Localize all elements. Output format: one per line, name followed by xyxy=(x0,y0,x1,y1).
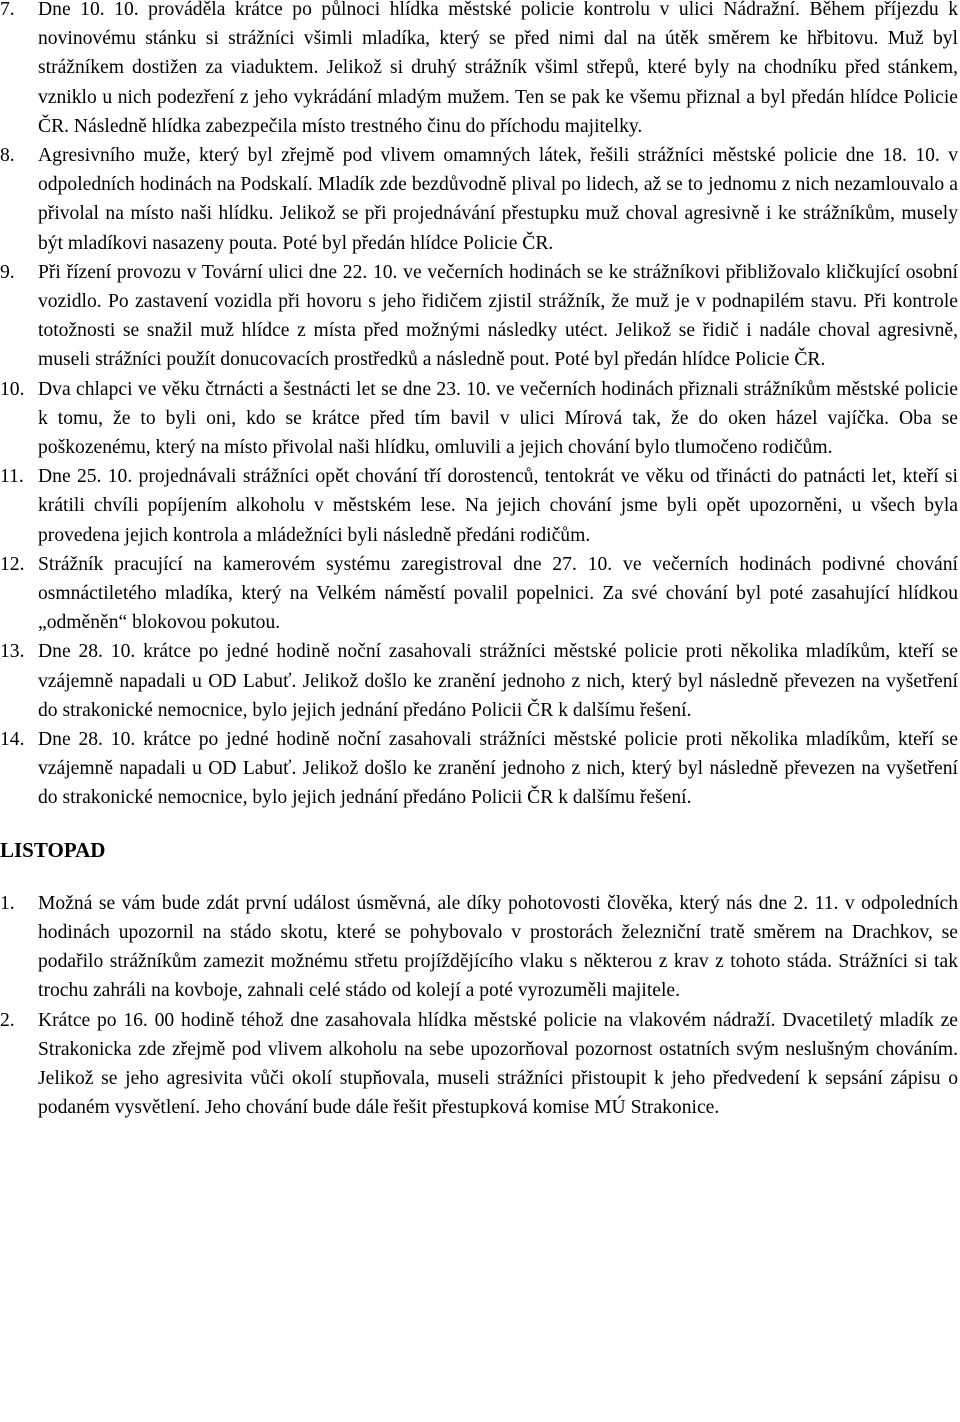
item-text: Dne 28. 10. krátce po jedné hodině noční zasahovali strážníci městské policie proti několika mladíkům, kteří se vzájemně napadali u OD Labuť. Jelikož došlo ke zranění jednoho z nich, který byl následně převezen na vyšetření do strakonické nemocnice, bylo jejich jednání předáno Policii ČR k dalšímu řešení. xyxy=(38,641,958,721)
item-number: 7. xyxy=(0,0,15,20)
section-heading-november: LISTOPAD xyxy=(0,837,106,862)
item-number: 14. xyxy=(0,729,25,751)
item-text: Dne 25. 10. projednávali strážníci opět chování tří dorostenců, tentokrát ve věku od třinácti do patnácti let, kteří si krátili chvíli popíjením alkoholu v městském lese. Na jejich chování jsme byli opět upozorněni, u všech byla provedena jejich kontrola a mládežníci byli následně předáni rodičům. xyxy=(38,466,958,546)
item-number: 9. xyxy=(0,261,15,283)
item-text: Agresivního muže, který byl zřejmě pod vlivem omamných látek, řešili strážníci městské policie dne 18. 10. v odpoledních hodinách na Podskalí. Mladík zde bezdůvodně plival po lidech, až se to jednomu z nich nezamlouvalo a přivolal na místo naši hlídku. Jelikož se při projednávání přestupku muž choval agresivně i ke strážníkům, musely být mladíkovi nasazeny pouta. Poté byl předán hlídce Policie ČR. xyxy=(38,145,958,254)
list-item xyxy=(0,550,958,638)
item-text: Při řízení provozu v Tovární ulici dne 22. 10. ve večerních hodinách se ke strážníkovi přibližovalo kličkující osobní vozidlo. Po zastavení vozidla při hovoru s jeho řidičem zjistil strážník, že muž je v podnapilém stavu. Při kontrole totožnosti se snažil muž hlídce z místa před možnými následky utéct. Jelikož se řidič i nadále choval agresivně, museli strážníci použít donucovacích prostředků a následně pout. Poté byl předán hlídce Policie ČR. xyxy=(38,261,958,371)
item-text: Strážník pracující na kamerovém systému zaregistroval dne 27. 10. ve večerních hodinách podivné chování osmnáctiletého mladíka, který na Velkém náměstí povalil popelnici. Za své chování byl poté zasahující hlídkou „odměněn“ blokovou pokutou. xyxy=(38,553,958,634)
list-item xyxy=(0,141,958,258)
item-number: 12. xyxy=(0,553,25,575)
november-incident-list xyxy=(0,889,958,1123)
item-number: 8. xyxy=(0,145,15,167)
item-text: Možná se vám bude zdát první událost úsměvná, ale díky pohotovosti člověka, který nás dne 2. 11. v odpoledních hodinách upozornil na stádo skotu, které se pohybovalo v prostorách železniční tratě směrem na Drachkov, se podařilo strážníkům zamezit možnému střetu projíždějícího vlaku s některou z krav z tohoto stáda. Strážníci si tak trochu zahráli na kovboje, zahnali celé stádo od kolejí a poté vyrozuměli majitele. xyxy=(38,892,958,1002)
item-text: Dne 10. 10. prováděla krátce po půlnoci hlídka městské policie kontrolu v ulici Nádražní. Během příjezdu k novinovému stánku si strážníci všimli mladíka, který se před nimi dal na útěk směrem ke hřbitovu. Muž byl strážníkem dostižen za viaduktem. Jelikož si druhý strážník všiml střepů, které byly na chodníku před stánkem, vzniklo u nich podezření z jeho vykrádání mladým mužem. Ten se pak ke všemu přiznal a byl předán hlídce Policie ČR. Následně hlídka zabezpečila místo trestného činu do příchodu majitelky. xyxy=(38,0,958,137)
item-number: 11. xyxy=(0,466,24,488)
list-item xyxy=(0,725,958,813)
item-number: 13. xyxy=(0,641,25,663)
item-number: 1. xyxy=(0,892,15,914)
item-text: Krátce po 16. 00 hodině téhož dne zasahovala hlídka městské policie na vlakovém nádraží. Dvacetiletý mladík ze Strakonicka zde zřejmě pod vlivem alkoholu na sebe upozorňoval pozornost ostatních svým neslušným chováním. Jelikož se jeho agresivita vůči okolí stupňovala, museli strážníci přistoupit k jeho předvedení k sepsání zápisu o podaném vysvětlení. Jeho chování bude dále řešit přestupková komise MÚ Strakonice. xyxy=(38,1009,958,1119)
item-text: Dne 28. 10. krátce po jedné hodině noční zasahovali strážníci městské policie proti několika mladíkům, kteří se vzájemně napadali u OD Labuť. Jelikož došlo ke zranění jednoho z nich, který byl následně převezen na vyšetření do strakonické nemocnice, bylo jejich jednání předáno Policii ČR k dalšímu řešení. xyxy=(38,729,958,809)
list-item xyxy=(0,637,958,725)
item-number: 2. xyxy=(0,1009,15,1031)
list-item xyxy=(0,889,958,1006)
list-item xyxy=(0,258,958,375)
list-item xyxy=(0,1006,958,1123)
list-item xyxy=(0,0,958,141)
item-text: Dva chlapci ve věku čtrnácti a šestnácti let se dne 23. 10. ve večerních hodinách přiznali strážníkům městské policie k tomu, že to byli oni, kdo se krátce před tím bavil v ulici Mírová tak, že do oken házel vajíčka. Oba se poškozenému, který na místo přivolal naši hlídku, omluvili a jejich chování bylo tlumočeno rodičům. xyxy=(38,378,958,459)
list-item xyxy=(0,462,958,550)
section-spacer xyxy=(0,865,958,889)
list-item xyxy=(0,375,958,463)
section-spacer xyxy=(0,813,958,836)
item-number: 10. xyxy=(0,378,25,400)
